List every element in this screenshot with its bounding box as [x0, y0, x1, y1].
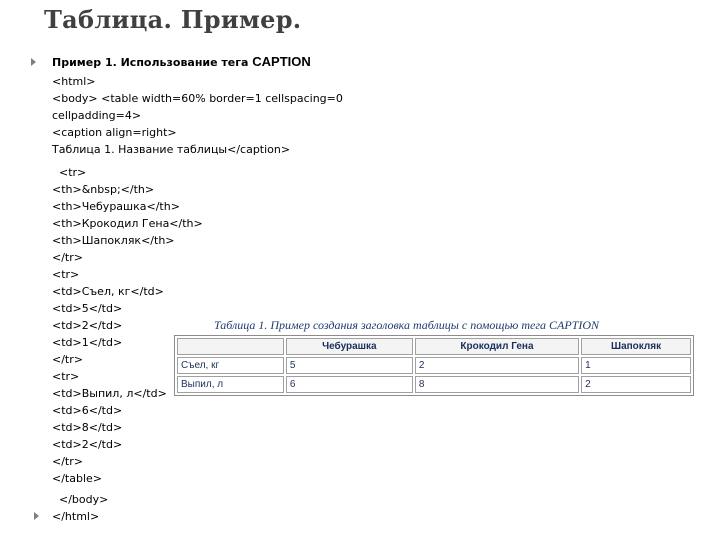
table-header-row — [177, 338, 691, 355]
example-table — [174, 335, 694, 396]
table-cell: 1 — [581, 357, 691, 374]
table-row — [177, 357, 691, 374]
slide-title: Таблица. Пример. — [44, 5, 302, 34]
table-cell: 8 — [415, 376, 579, 393]
example-heading — [52, 54, 311, 69]
table-header-cell: Чебурашка — [286, 338, 413, 355]
example-table-caption: Таблица 1. Пример создания заголовка таблицы с помощью тега CAPTION — [214, 318, 600, 332]
table-cell: 6 — [286, 376, 413, 393]
table-header-cell: Крокодил Гена — [415, 338, 579, 355]
table-cell: 2 — [415, 357, 579, 374]
example-heading-tag: CAPTION — [252, 54, 311, 69]
table-cell: Съел, кг — [177, 357, 284, 374]
example-table-figure — [172, 316, 696, 400]
bullet-arrow-icon — [31, 58, 36, 66]
table-header-cell — [177, 338, 284, 355]
table-row — [177, 376, 691, 393]
code-listing-rows: <tr> <th>&nbsp;</th> <th>Чебурашка</th> <th>Крокодил Гена</th> <th>Шапокляк</th> </tr> <tr> <td>Съел, кг</td> <td>5</td> <td>2</td> <td>1</td> </tr> <tr> <td>Выпил, л</td> <td>6</td> <td>8</td> <td>2</td> </tr> </table> — [52, 166, 203, 485]
code-listing-header: <html> <body> <table width=60% border=1 cellspacing=0 cellpadding=4> <caption align=right> Таблица 1. Название таблицы</caption> — [52, 75, 343, 156]
bullet-arrow-icon — [34, 512, 39, 520]
table-cell: 5 — [286, 357, 413, 374]
table-header-cell: Шапокляк — [581, 338, 691, 355]
code-listing-footer: </body> </html> — [52, 493, 109, 523]
table-cell: 2 — [581, 376, 691, 393]
example-heading-text: Пример 1. Использование тега — [52, 56, 253, 69]
table-cell: Выпил, л — [177, 376, 284, 393]
